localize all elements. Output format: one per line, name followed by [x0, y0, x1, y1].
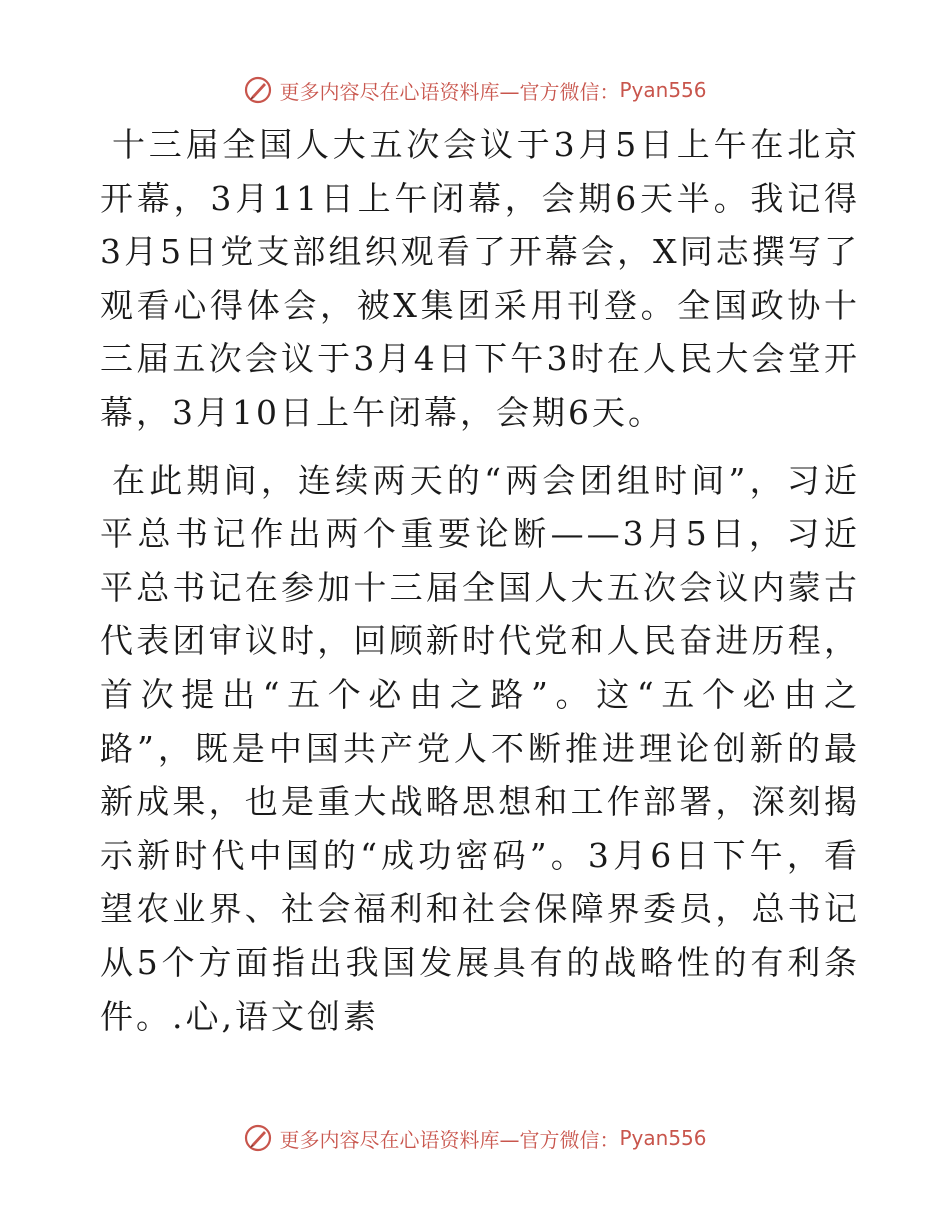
footer-watermark-banner [0, 1120, 950, 1156]
quill-pen-logo-icon [243, 75, 273, 105]
paragraph-1: 十三届全国人大五次会议于3月5日上午在北京开幕，3月11日上午闭幕，会期6天半。我记得3月5日党支部组织观看了开幕会，X同志撰写了观看心得体会，被X集团采用刊登。全国政协十三届五次会议于3月4日下午3时在人民大会堂开幕，3月10日上午闭幕，会期6天。 [100, 125, 860, 432]
footer-banner-text: 更多内容尽在心语资料库—官方微信： [279, 1127, 620, 1152]
header-banner-text: 更多内容尽在心语资料库—官方微信： [279, 79, 620, 104]
header-watermark-banner [0, 72, 950, 108]
document-body [100, 118, 860, 1057]
paragraph-2: 在此期间，连续两天的“两会团组时间”，习近平总书记作出两个重要论断——3月5日，习近平总书记在参加十三届全国人大五次会议内蒙古代表团审议时，回顾新时代党和人民奋进历程，首次提出“五个必由之路”。这“五个必由之路”，既是中国共产党人不断推进理论创新的最新成果，也是重大战略思想和工作部署，深刻揭示新时代中国的“成功密码”。3月6日下午，看望农业界、社会福利和社会保障界委员，总书记从5个方面指出我国发展具有的战略性的有利条件。.心,语文创素 [100, 460, 860, 1036]
footer-wechat-id: Pyan556 [619, 1126, 707, 1150]
header-wechat-id: Pyan556 [619, 78, 707, 102]
quill-pen-logo-icon [243, 1123, 273, 1153]
